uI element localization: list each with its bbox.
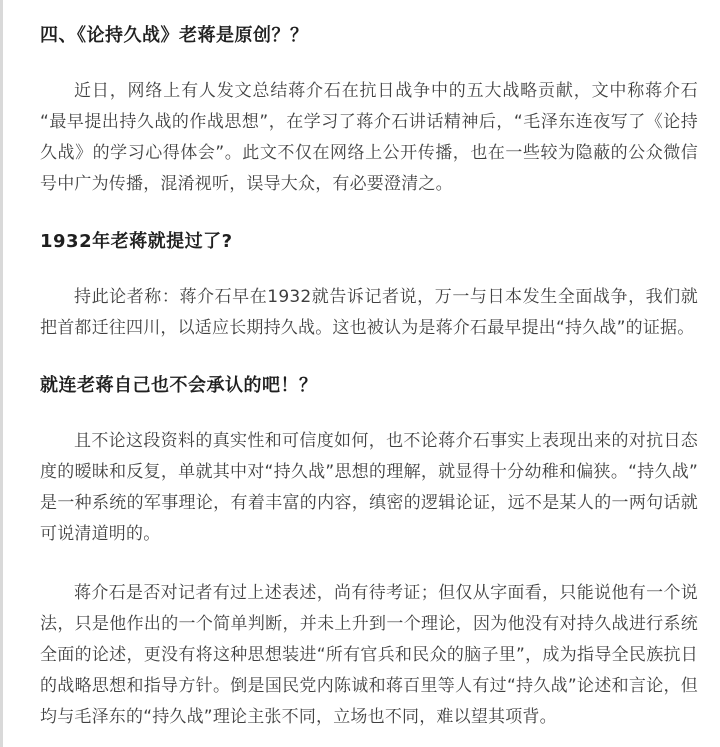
paragraph-conclusion: 蒋介石是否对记者有过上述表述，尚有待考证；但仅从字面看，只能说他有一个说法，只是他作出的一个简单判断，并未上升到一个理论，因为他没有对持久战进行系统全面的论述，更没有将这种思想装进“所有官兵和民众的脑子里”，成为指导全民族抗日的战略思想和指导方针。倒是国民党内陈诚和蒋百里等人有过“持久战”论述和言论，但均与毛泽东的“持久战”理论主张不同，立场也不同，难以望其项背。	[40, 583, 698, 727]
section-heading-even-jiang-would-not-admit: 就连老蒋自己也不会承认的吧！？	[40, 375, 318, 396]
paragraph-intro: 近日，网络上有人发文总结蒋介石在抗日战争中的五大战略贡献，文中称蒋介石“最早提出持久战的作战思想”，在学习了蒋介石讲话精神后，“毛泽东连夜写了《论持久战》的学习心得体会”。此文不仅在网络上公开传播，也在一些较为隐蔽的公众微信号中广为传播，混淆视听，误导大众，有必要澄清之。	[40, 81, 698, 194]
section-heading-lun-chijiuzhan-original: 四、《论持久战》老蒋是原创？？	[40, 25, 309, 46]
page-left-border	[0, 0, 3, 747]
paragraph-1932-claim: 持此论者称：蒋介石早在1932就告诉记者说，万一与日本发生全面战争，我们就把首都迁往四川，以适应长期持久战。这也被认为是蒋介石最早提出“持久战”的证据。	[40, 287, 698, 338]
section-heading-1932-claim: 1932年老蒋就提过了?	[40, 231, 233, 252]
paragraph-analysis: 且不论这段资料的真实性和可信度如何，也不论蒋介石事实上表现出来的对抗日态度的暧昧和反复，单就其中对“持久战”思想的理解，就显得十分幼稚和偏狭。“持久战”是一种系统的军事理论，有着丰富的内容，缜密的逻辑论证，远不是某人的一两句话就可说清道明的。	[40, 431, 698, 544]
